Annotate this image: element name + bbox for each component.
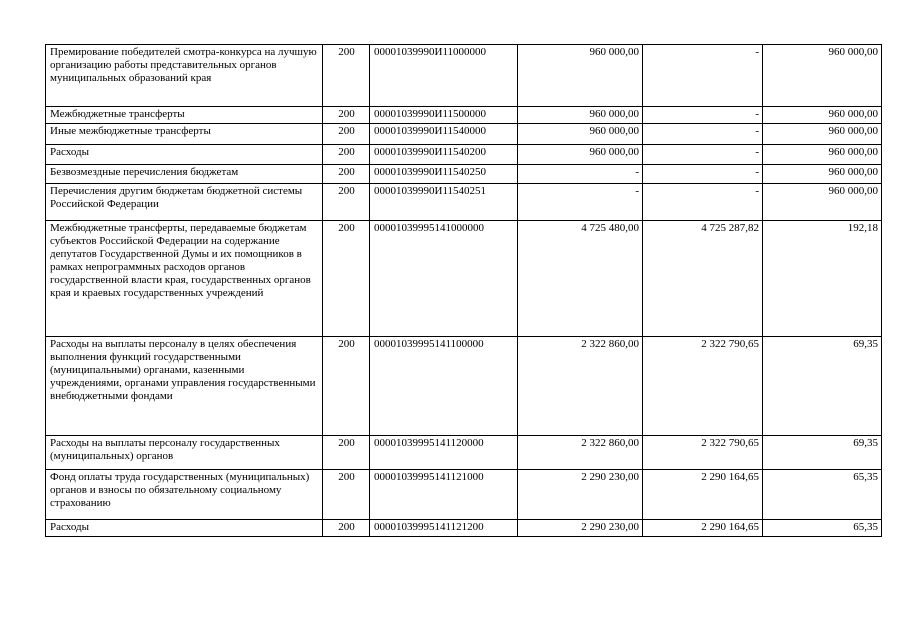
row-code-cell: 200 — [323, 165, 370, 184]
row-name-cell: Фонд оплаты труда государственных (муниципальных) органов и взносы по обязательному социальному страхованию — [46, 470, 323, 520]
row-rest-cell: 65,35 — [763, 470, 882, 520]
row-csr-cell: 00001039995141121000 — [370, 470, 518, 520]
row-code-cell: 200 — [323, 520, 370, 537]
row-rest-cell: 192,18 — [763, 221, 882, 337]
row-plan-cell: 2 290 230,00 — [518, 520, 643, 537]
row-fact-cell: 2 322 790,65 — [643, 337, 763, 436]
table-row — [46, 124, 882, 145]
row-rest-cell: 960 000,00 — [763, 45, 882, 107]
row-csr-cell: 00001039990И11000000 — [370, 45, 518, 107]
row-rest-cell: 69,35 — [763, 436, 882, 470]
row-fact-cell: 2 322 790,65 — [643, 436, 763, 470]
row-rest-cell: 69,35 — [763, 337, 882, 436]
row-name-cell: Перечисления другим бюджетам бюджетной системы Российской Федерации — [46, 184, 323, 221]
budget-table — [45, 44, 882, 537]
row-name-cell: Межбюджетные трансферты, передаваемые бюджетам субъектов Российской Федерации на содержание депутатов Государственной Думы и их помощников в рамках непрограммных расходов органов государственной власти края, государственных органов края и краевых государственных учреждений — [46, 221, 323, 337]
row-plan-cell: 2 322 860,00 — [518, 337, 643, 436]
row-fact-cell: 2 290 164,65 — [643, 520, 763, 537]
row-code-cell: 200 — [323, 107, 370, 124]
row-rest-cell: 65,35 — [763, 520, 882, 537]
row-fact-cell: - — [643, 124, 763, 145]
row-code-cell: 200 — [323, 470, 370, 520]
row-plan-cell: 960 000,00 — [518, 124, 643, 145]
table-row — [46, 337, 882, 436]
table-row — [46, 45, 882, 107]
table-row — [46, 436, 882, 470]
table-row — [46, 107, 882, 124]
row-code-cell: 200 — [323, 184, 370, 221]
row-csr-cell: 00001039990И11540251 — [370, 184, 518, 221]
row-plan-cell: 960 000,00 — [518, 145, 643, 165]
table-row — [46, 184, 882, 221]
row-csr-cell: 00001039990И11540200 — [370, 145, 518, 165]
row-csr-cell: 00001039990И11540250 — [370, 165, 518, 184]
row-fact-cell: - — [643, 184, 763, 221]
row-csr-cell: 00001039990И11540000 — [370, 124, 518, 145]
row-code-cell: 200 — [323, 337, 370, 436]
row-rest-cell: 960 000,00 — [763, 165, 882, 184]
row-plan-cell: - — [518, 184, 643, 221]
row-csr-cell: 00001039995141000000 — [370, 221, 518, 337]
row-code-cell: 200 — [323, 145, 370, 165]
row-name-cell: Расходы на выплаты персоналу государственных (муниципальных) органов — [46, 436, 323, 470]
row-rest-cell: 960 000,00 — [763, 145, 882, 165]
row-rest-cell: 960 000,00 — [763, 124, 882, 145]
row-name-cell: Межбюджетные трансферты — [46, 107, 323, 124]
row-name-cell: Расходы — [46, 520, 323, 537]
row-name-cell: Премирование победителей смотра-конкурса на лучшую организацию работы представительных органов муниципальных образований края — [46, 45, 323, 107]
row-fact-cell: - — [643, 165, 763, 184]
row-plan-cell: 2 290 230,00 — [518, 470, 643, 520]
row-csr-cell: 00001039995141120000 — [370, 436, 518, 470]
row-csr-cell: 00001039995141100000 — [370, 337, 518, 436]
table-row — [46, 165, 882, 184]
row-plan-cell: 2 322 860,00 — [518, 436, 643, 470]
row-fact-cell: 4 725 287,82 — [643, 221, 763, 337]
row-code-cell: 200 — [323, 124, 370, 145]
row-name-cell: Безвозмездные перечисления бюджетам — [46, 165, 323, 184]
row-name-cell: Иные межбюджетные трансферты — [46, 124, 323, 145]
row-plan-cell: 960 000,00 — [518, 45, 643, 107]
row-plan-cell: 4 725 480,00 — [518, 221, 643, 337]
row-code-cell: 200 — [323, 45, 370, 107]
row-csr-cell: 00001039990И11500000 — [370, 107, 518, 124]
row-plan-cell: 960 000,00 — [518, 107, 643, 124]
row-rest-cell: 960 000,00 — [763, 184, 882, 221]
row-fact-cell: 2 290 164,65 — [643, 470, 763, 520]
row-fact-cell: - — [643, 107, 763, 124]
row-name-cell: Расходы на выплаты персоналу в целях обеспечения выполнения функций государственными (муниципальными) органами, казенными учреждениями, органами управления государственными внебюджетными фондами — [46, 337, 323, 436]
table-row — [46, 470, 882, 520]
row-rest-cell: 960 000,00 — [763, 107, 882, 124]
table-row — [46, 145, 882, 165]
row-csr-cell: 00001039995141121200 — [370, 520, 518, 537]
table-row — [46, 221, 882, 337]
row-fact-cell: - — [643, 45, 763, 107]
row-code-cell: 200 — [323, 221, 370, 337]
row-plan-cell: - — [518, 165, 643, 184]
row-fact-cell: - — [643, 145, 763, 165]
budget-table-body — [46, 45, 882, 537]
row-code-cell: 200 — [323, 436, 370, 470]
table-row — [46, 520, 882, 537]
row-name-cell: Расходы — [46, 145, 323, 165]
